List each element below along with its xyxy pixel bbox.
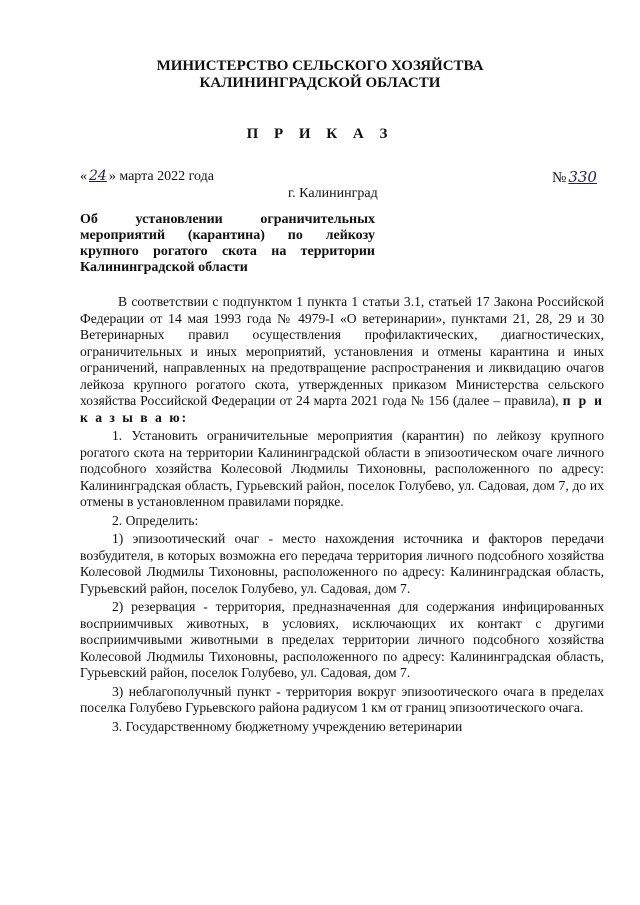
preamble-paragraph: [80, 294, 604, 426]
item-3: 3. Государственному бюджетному учреждению ветеринарии: [112, 718, 463, 734]
item-2-subitem-2: 2) резервация - территория, предназначенная для содержания инфицированных восприимчивых животных, в условиях, исключающих их контакт с другими восприимчивыми животными в пределах территории личного подсобного хозяйства Колесовой Людмилы Тихоновны, расположенного по адресу: Калининградская область, Гурьевский район, поселок Голубево, ул. Садовая, дом 7.: [80, 599, 604, 680]
date-open-quote: «: [80, 169, 87, 184]
date-close-quote: »: [108, 169, 116, 184]
item-1: 1. Установить ограничительные мероприятия (карантин) по лейкозу крупного рогатого скота на территории Калининградской области в эпизоотическом очаге личного подсобного хозяйства Колесовой Людмилы Тихоновны, расположенного по адресу: Калининградская область, Гурьевский район, поселок Голубево, ул. Садовая, дом 7, до их отмены в установленном правилами порядке.: [80, 428, 604, 509]
order-subject: Об установлении ограничительных мероприятий (карантина) по лейкозу крупного рогатого скота на территории Калининградской области: [80, 212, 375, 275]
ministry-header: [0, 58, 640, 92]
order-number: [552, 168, 599, 187]
item-2-subitem-1: 1) эпизоотический очаг - место нахождения источника и факторов передачи возбудителя, в которых возможна его передача территория личного подсобного хозяйства Колесовой Людмилы Тихоновны, расположенного по адресу: Калининградская область, Гурьевский район, поселок Голубево, ул. Садовая, дом 7.: [80, 531, 604, 596]
ministry-name-line1: МИНИСТЕРСТВО СЕЛЬСКОГО ХОЗЯЙСТВА: [156, 58, 484, 74]
ministry-name-line2: КАЛИНИНГРАДСКОЙ ОБЛАСТИ: [199, 75, 441, 91]
item-2: 2. Определить:: [112, 512, 199, 528]
order-date: [80, 168, 214, 185]
prikazyvayu-word: п р и к а з ы в а ю:: [80, 393, 604, 425]
handwritten-order-number: 330: [568, 168, 597, 186]
date-month-year: марта 2022 года: [115, 169, 214, 184]
order-city: г. Калининград: [288, 186, 378, 201]
handwritten-date-day: 24: [89, 168, 107, 184]
document-type-title: П Р И К А З: [246, 126, 394, 142]
preamble-text: В соответствии с подпунктом 1 пункта 1 статьи 3.1, статьей 17 Закона Российской Федерации от 14 мая 1993 года № 4979-I «О ветеринарии», пунктами 21, 28, 29 и 30 Ветеринарных правил осуществления профилактических, диагностических, ограничительных и иных мероприятий, установления и отмены карантина и иных ограничений, направленных на предотвращение распространения и ликвидацию очагов лейкоза крупного рогатого скота, утвержденных приказом Министерства сельского хозяйства Российской Федерации от 24 марта 2021 года № 156 (далее – правила),: [80, 294, 604, 408]
item-2-subitem-3: 3) неблагополучный пункт - территория вокруг эпизоотического очага в пределах поселка Голубево Гурьевского района радиусом 1 км от границ эпизоотического очага.: [80, 683, 604, 715]
order-body: [80, 294, 604, 737]
number-prefix: №: [552, 170, 567, 186]
